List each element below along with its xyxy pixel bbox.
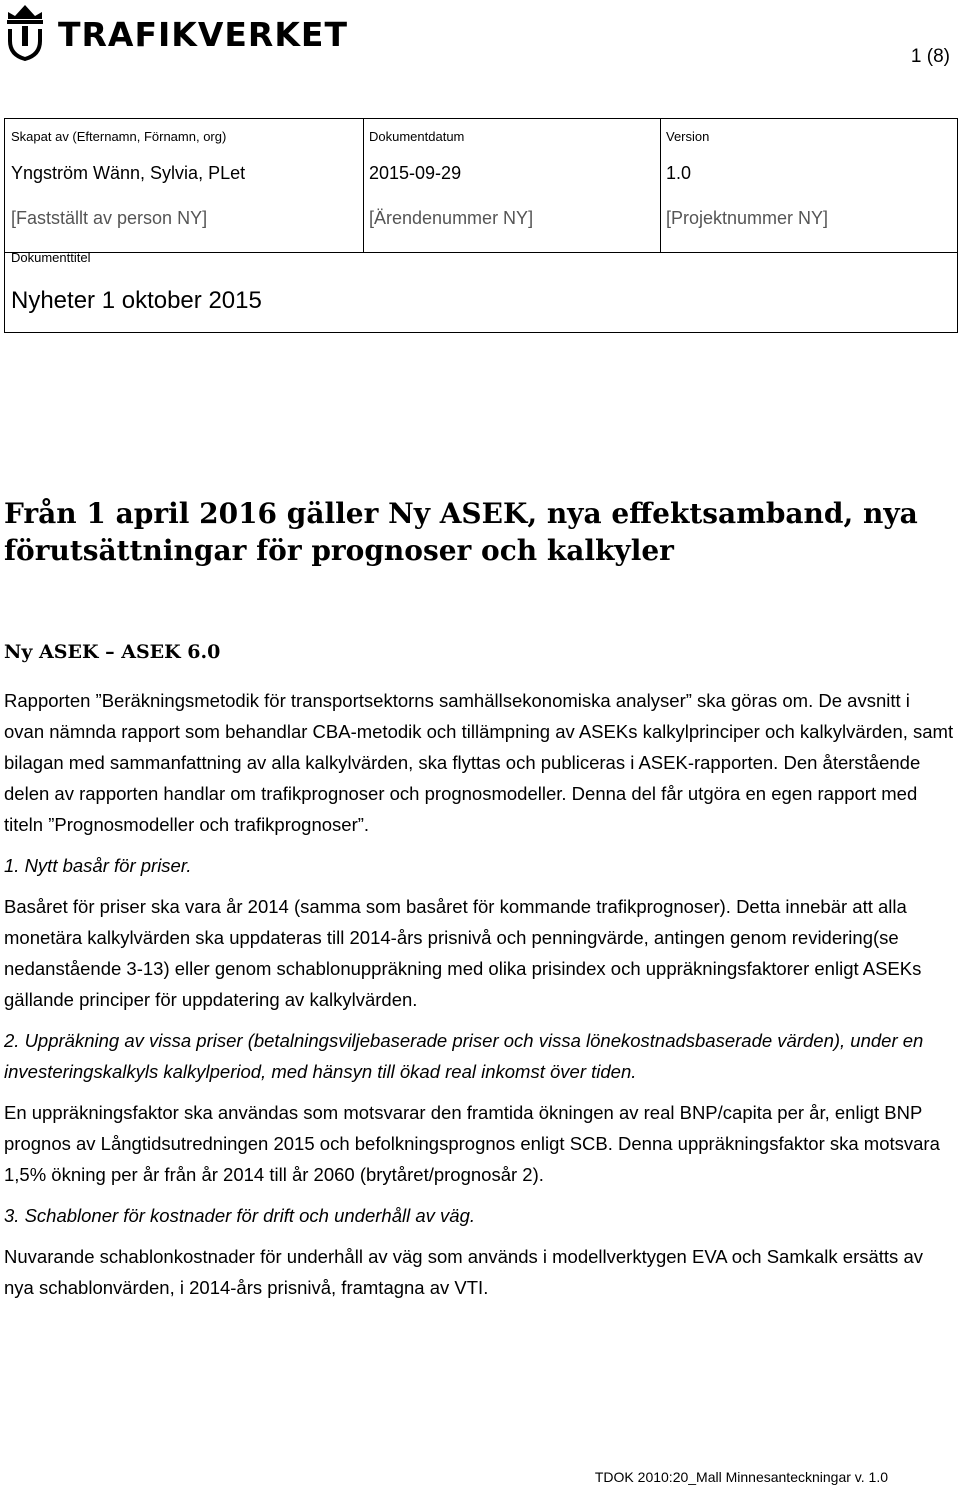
document-body <box>4 685 954 1313</box>
logo-text: TRAFIKVERKET <box>58 14 348 54</box>
list-item-2: 2. Uppräkning av vissa priser (betalningsviljebaserade priser och vissa lönekostnadsbaserade värden), under en investeringskalkyls kalkylperiod, med hänsyn till ökad real inkomst över tiden. <box>4 1030 924 1082</box>
version-label: Version <box>666 129 710 144</box>
approved-by-field: [Fastställt av person NY] <box>11 208 208 228</box>
list-item-1: 1. Nytt basår för priser. <box>4 855 192 876</box>
paragraph-base-year: Basåret för priser ska vara år 2014 (samma som basåret för kommande trafikprognoser). Detta innebär att alla monetära kalkylvärden ska uppdateras till 2014-års prisnivå och penningvärde, antingen genom revidering(se nedanstående 3-13) eller genom schablonuppräkning med olika prisindex och uppräkningsfaktorer enligt ASEKs gällande principer för uppdatering av kalkylvärden. <box>4 896 922 1010</box>
trafikverket-logo <box>2 2 348 62</box>
date-value: 2015-09-29 <box>369 163 462 183</box>
document-title-label: Dokumenttitel <box>11 250 91 265</box>
paragraph-asek-report: Rapporten ”Beräkningsmetodik för transportsektorns samhällsekonomiska analyser” ska göras om. De avsnitt i ovan nämnda rapport som behandlar CBA-metodik och tillämpning av ASEKs kalkylprinciper och kalkylvärden, samt bilagan med sammanfattning av alla kalkylvärden, ska flyttas och publiceras i ASEK-rapporten. Den återstående delen av rapporten handlar om trafikprognoser och prognosmodeller. Denna del får utgöra en egen rapport med titeln ”Prognosmodeller och trafikprognoser”. <box>4 690 954 835</box>
footer-template-id: TDOK 2010:20_Mall Minnesanteckningar v. 1.0 <box>594 1469 888 1485</box>
case-number-field: [Ärendenummer NY] <box>369 208 534 228</box>
document-title-value: Nyheter 1 oktober 2015 <box>11 287 262 314</box>
paragraph-maintenance-costs: Nuvarande schablonkostnader för underhåll av väg som används i modellverktygen EVA och Samkalk ersätts av nya schablonvärden, i 2014-års prisnivå, framtagna av VTI. <box>4 1246 923 1298</box>
list-item-3: 3. Schabloner för kostnader för drift och underhåll av väg. <box>4 1205 475 1226</box>
version-value: 1.0 <box>666 163 692 183</box>
date-label: Dokumentdatum <box>369 129 465 144</box>
created-by-label: Skapat av (Efternamn, Förnamn, org) <box>11 129 227 144</box>
paragraph-uprating-factor: En uppräkningsfaktor ska användas som motsvarar den framtida ökningen av real BNP/capita per år, enligt BNP prognos av Långtidsutredningen 2015 och befolkningsprognos enligt SCB. Denna uppräkningsfaktor ska motsvara 1,5% ökning per år från år 2014 till år 2060 (brytåret/prognosår 2). <box>4 1102 940 1185</box>
project-number-field: [Projektnummer NY] <box>666 208 829 228</box>
crown-icon <box>2 3 48 61</box>
main-heading: Från 1 april 2016 gäller Ny ASEK, nya effektsamband, nya förutsättningar för prognoser och kalkyler <box>4 497 918 567</box>
created-by-value: Yngström Wänn, Sylvia, PLet <box>11 163 246 183</box>
document-info-table <box>4 118 958 333</box>
section-heading: Ny ASEK – ASEK 6.0 <box>4 641 221 663</box>
page-number: 1 (8) <box>910 46 950 67</box>
